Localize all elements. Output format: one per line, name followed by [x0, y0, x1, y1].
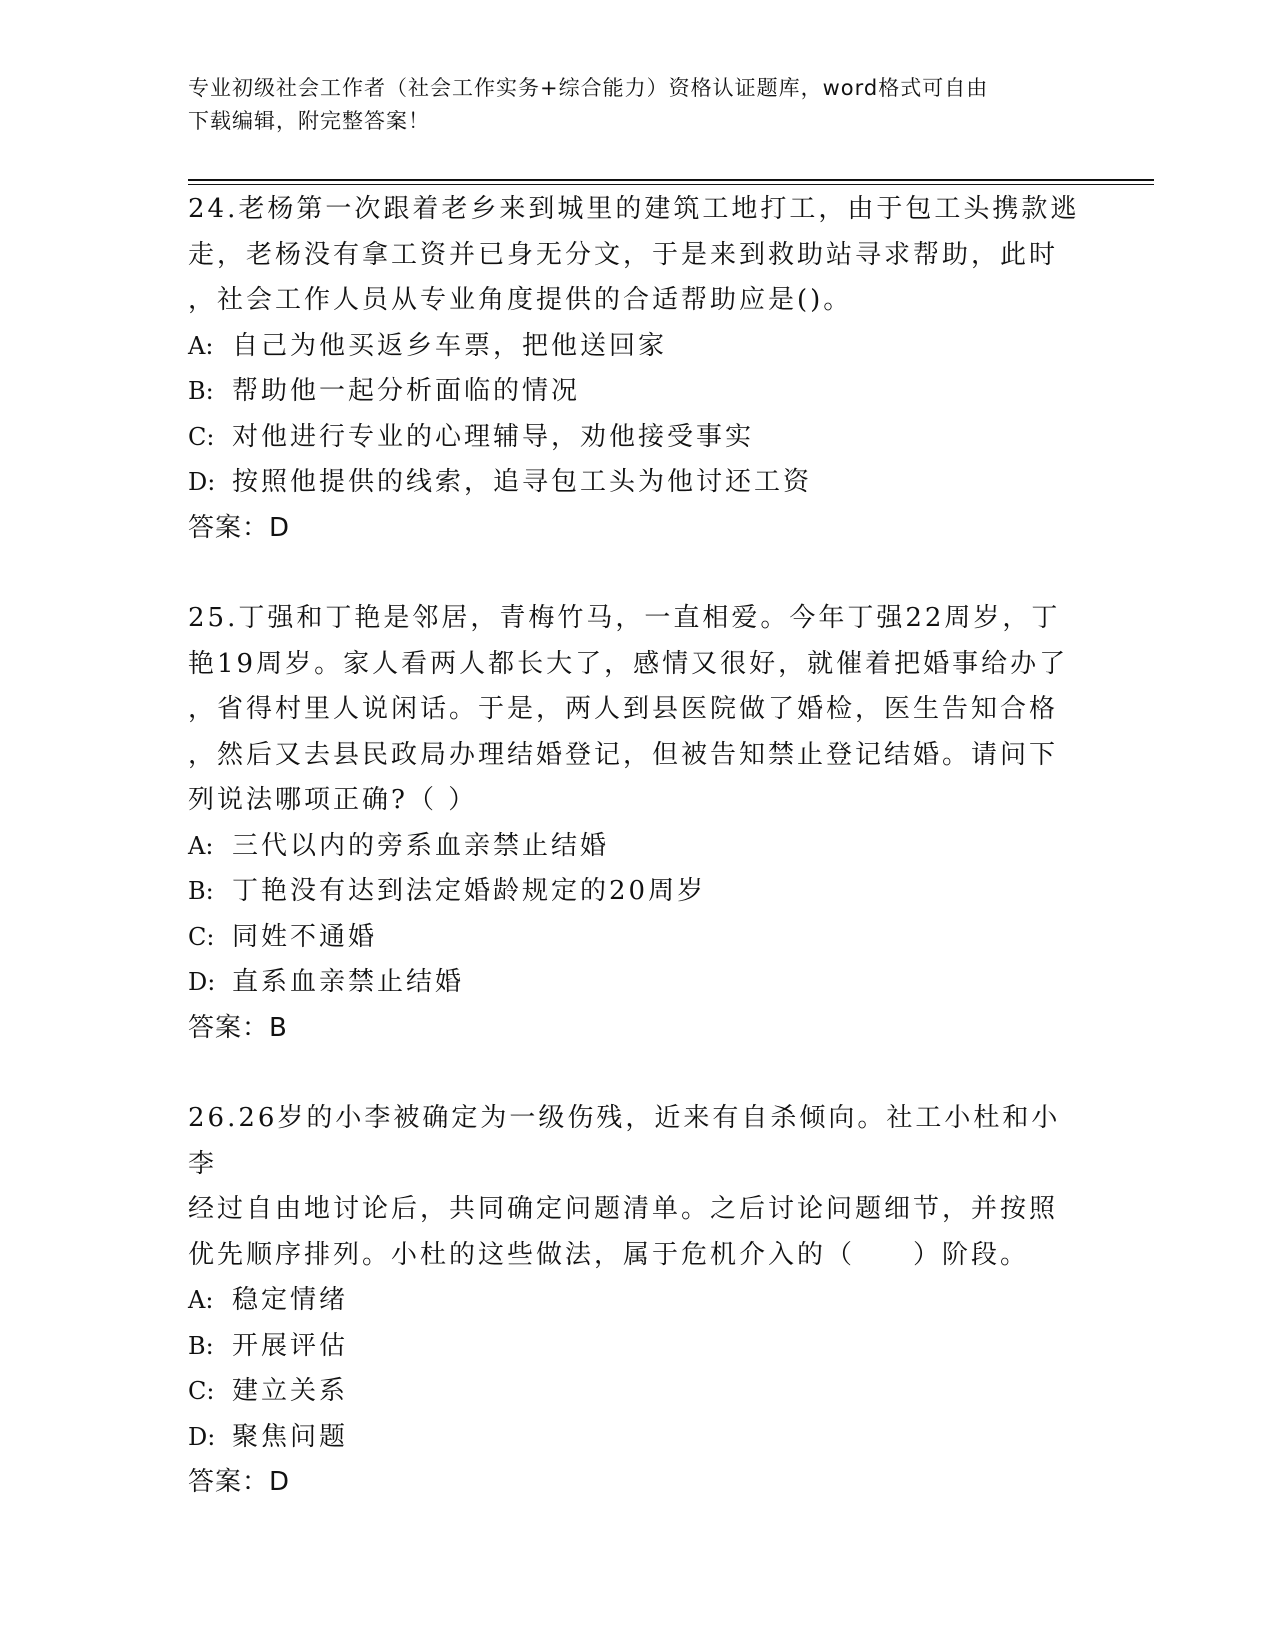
stem-line: ，社会工作人员从专业角度提供的合适帮助应是()。 — [188, 285, 853, 315]
option-c — [188, 415, 1088, 461]
option-key: C: — [188, 922, 215, 951]
stem-line: 艳19周岁。家人看两人都长大了，感情又很好，就催着把婚事给办了 — [188, 648, 1069, 679]
header-line-1: 专业初级社会工作者（社会工作实务+综合能力）资格认证题库，word格式可自由 — [188, 76, 989, 100]
option-text: 三代以内的旁系血亲禁止结婚 — [232, 830, 610, 861]
header-divider-thick — [188, 179, 1154, 181]
document-header — [188, 72, 1088, 138]
option-text: 对他进行专业的心理辅导，劝他接受事实 — [232, 421, 755, 452]
option-a — [188, 1278, 1088, 1324]
question-24 — [188, 187, 1088, 551]
option-text: 自己为他买返乡车票，把他送回家 — [232, 330, 668, 361]
option-a — [188, 324, 1088, 370]
option-key: D: — [188, 468, 216, 496]
option-text: 丁艳没有达到法定婚龄规定的20周岁 — [232, 876, 707, 906]
option-b — [188, 869, 1088, 915]
option-key: D: — [188, 1422, 216, 1451]
header-divider-thin — [188, 184, 1154, 185]
option-text: 直系血亲禁止结婚 — [232, 967, 465, 997]
header-line-2: 下载编辑，附完整答案！ — [188, 109, 430, 133]
stem-line: 列说法哪项正确?（ ） — [188, 785, 478, 815]
option-key: B: — [188, 877, 214, 905]
option-d — [188, 460, 1088, 506]
option-key: C: — [188, 422, 215, 451]
stem-line: 走，老杨没有拿工资并已身无分文，于是来到救助站寻求帮助，此时 — [188, 239, 1059, 270]
option-d — [188, 1415, 1088, 1461]
option-c — [188, 1369, 1088, 1415]
question-25 — [188, 596, 1088, 1051]
stem-line: 优先顺序排列。小杜的这些做法，属于危机介入的（ ）阶段。 — [188, 1239, 1030, 1270]
stem-line: ，省得村里人说闲话。于是，两人到县医院做了婚检，医生告知合格 — [188, 694, 1059, 724]
answer-line: 答案：B — [188, 1012, 288, 1043]
option-text: 帮助他一起分析面临的情况 — [232, 376, 581, 406]
question-stem — [188, 596, 1088, 824]
option-d — [188, 960, 1088, 1006]
stem-line: 25.丁强和丁艳是邻居，青梅竹马，一直相爱。今年丁强22周岁，丁 — [188, 603, 1061, 633]
option-text: 稳定情绪 — [232, 1285, 349, 1315]
option-b — [188, 369, 1088, 415]
option-a — [188, 824, 1088, 870]
option-key: D: — [188, 968, 216, 996]
option-c — [188, 915, 1088, 961]
option-key: C: — [188, 1377, 215, 1405]
option-b — [188, 1324, 1088, 1370]
option-text: 聚焦问题 — [232, 1421, 349, 1452]
stem-line: 24.老杨第一次跟着老乡来到城里的建筑工地打工，由于包工头携款逃 — [188, 194, 1080, 224]
option-text: 开展评估 — [232, 1330, 349, 1361]
option-key: A: — [188, 1286, 214, 1314]
answer-line: 答案：D — [188, 512, 291, 543]
option-key: A: — [188, 331, 214, 360]
stem-line: 经过自由地讨论后，共同确定问题清单。之后讨论问题细节，并按照 — [188, 1194, 1059, 1224]
option-text: 按照他提供的线索，追寻包工头为他讨还工资 — [232, 467, 813, 497]
question-stem — [188, 1096, 1088, 1278]
question-26 — [188, 1096, 1088, 1506]
option-text: 建立关系 — [232, 1376, 349, 1406]
option-key: A: — [188, 831, 214, 860]
question-stem — [188, 187, 1088, 324]
answer-line: 答案：D — [188, 1467, 291, 1497]
option-key: B: — [188, 377, 214, 405]
option-text: 同姓不通婚 — [232, 921, 378, 952]
stem-line: 26.26岁的小李被确定为一级伤残，近来有自杀倾向。社工小杜和小李 — [188, 1103, 1061, 1179]
stem-line: ，然后又去县民政局办理结婚登记，但被告知禁止登记结婚。请问下 — [188, 739, 1059, 770]
option-key: B: — [188, 1331, 214, 1360]
